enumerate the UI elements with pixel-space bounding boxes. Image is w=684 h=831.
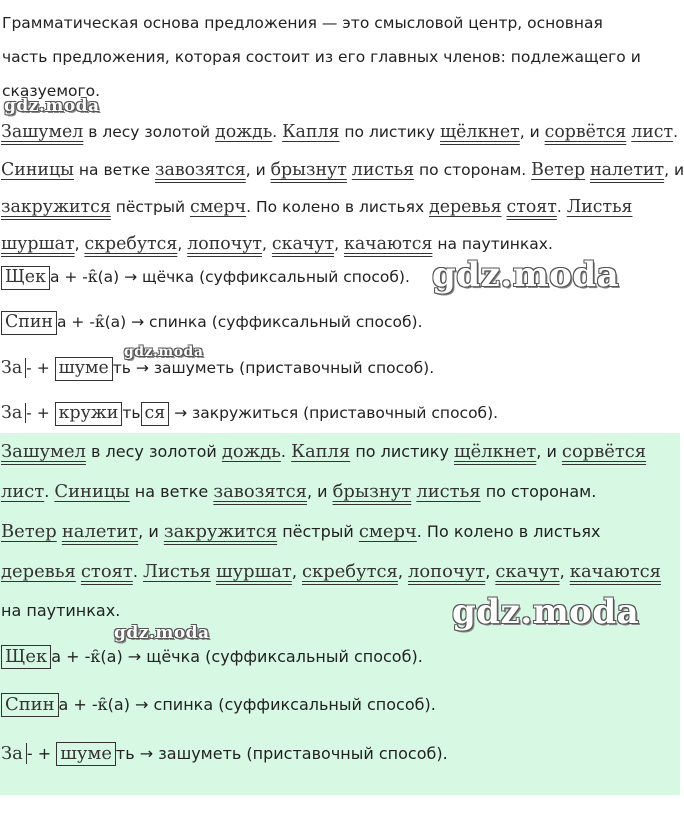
text: , (177, 235, 183, 253)
sentence-line (1, 160, 684, 180)
watermark-logo: gdz.moda (114, 623, 210, 643)
text: . По колено в листьях (416, 522, 601, 541)
subject: смерч (190, 197, 247, 217)
predicate: налетит (590, 160, 665, 180)
predicate: брызнут (270, 160, 347, 180)
watermark-logo: gdz.moda (452, 592, 640, 632)
morph-row-shchechka (1, 266, 410, 290)
predicate: качаются (343, 234, 433, 254)
predicate: брызнут (332, 481, 412, 502)
text: - + (26, 744, 57, 763)
text: . (280, 442, 292, 461)
text: (а) → спинка (суффиксальный способ). (104, 313, 423, 331)
text: (а) → спинка (суффиксальный способ). (107, 695, 436, 714)
predicate: качаются (569, 561, 661, 582)
watermark-logo: gdz.moda (124, 344, 204, 360)
sentence-line (1, 601, 120, 620)
text: , и (664, 161, 684, 179)
text: , и (138, 522, 164, 541)
text: (а) → щёчка (суффиксальный способ). (97, 268, 410, 286)
text: пёстрый (277, 522, 359, 541)
text: по листику (350, 442, 455, 461)
text: . По колено в листьях (246, 198, 430, 216)
text: по сторонам. (480, 482, 597, 501)
predicate: щёлкнет (454, 441, 537, 462)
predicate: закружится (163, 521, 278, 542)
prefix: За (1, 743, 27, 764)
root-box: Щек (1, 645, 51, 669)
root-box: Спин (1, 693, 59, 717)
root-box: кружи (55, 402, 123, 426)
subject: Ветер (531, 160, 586, 180)
predicate: завозятся (155, 160, 246, 180)
suffix-arc: к̑ (97, 695, 108, 714)
predicate: скребутся (84, 234, 178, 254)
subject: листья (351, 160, 415, 180)
morph-row-zakruzhitsya (1, 402, 498, 426)
intro-line: сказуемого. (2, 82, 101, 100)
predicate: Зашумел (1, 122, 84, 142)
intro-paragraph (2, 6, 674, 108)
predicate: шуршат (1, 234, 75, 254)
root-box: шуме (55, 357, 113, 381)
intro-line: часть предложения, которая состоит из его главных членов: подлежащего и (2, 48, 641, 66)
text: , и (245, 161, 271, 179)
text: . (272, 123, 283, 141)
predicate: лопочут (408, 561, 486, 582)
morph-row-spinka (1, 693, 436, 717)
text: на ветке (73, 161, 155, 179)
sentence-line (1, 441, 646, 462)
predicate: налетит (61, 521, 139, 542)
text: , и (519, 123, 545, 141)
subject: деревья (1, 561, 76, 582)
text: , (74, 235, 80, 253)
sentence-line (1, 234, 553, 254)
subject: лист (631, 122, 674, 142)
morph-row-zashumet (1, 357, 434, 381)
subject: дождь (221, 441, 281, 462)
text: ть → зашуметь (приставочный способ). (112, 359, 435, 377)
text: → закружиться (приставочный способ). (169, 404, 499, 422)
suffix-arc: к̑ (90, 647, 101, 666)
morph-row-shchechka (1, 645, 423, 669)
postfix-box: ся (141, 402, 170, 426)
morph-row-spinka (1, 311, 423, 335)
predicate: щёлкнет (440, 122, 520, 142)
text: . (44, 482, 55, 501)
text: . (132, 562, 143, 581)
suffix-arc: к̑ (94, 313, 105, 331)
text: а + - (51, 647, 91, 666)
predicate: лопочут (187, 234, 263, 254)
sentence-line (1, 561, 661, 582)
subject: Ветер (1, 521, 57, 542)
subject: смерч (358, 521, 417, 542)
text: в лесу золотой (85, 442, 222, 461)
predicate: сорвётся (561, 441, 647, 462)
predicate: скачут (271, 234, 335, 254)
text: на паутинках. (1, 601, 121, 620)
predicate: сорвётся (544, 122, 627, 142)
intro-line: Грамматическая основа предложения — это смысловой центр, основная (2, 14, 603, 32)
text: , и (306, 482, 333, 501)
sentence-line (1, 197, 633, 217)
text: пёстрый (110, 198, 191, 216)
text: . (556, 198, 567, 216)
subject: Капля (291, 441, 351, 462)
suffix-arc: к̑ (87, 268, 98, 286)
predicate: скребутся (302, 561, 398, 582)
subject: дождь (215, 122, 273, 142)
text: а + - (58, 695, 98, 714)
text: по сторонам. (414, 161, 532, 179)
text: , (485, 562, 491, 581)
text: , (559, 562, 565, 581)
root-box: Щек (1, 266, 50, 290)
subject: деревья (429, 197, 502, 217)
text: а + - (49, 268, 88, 286)
morph-row-zashumet (1, 742, 448, 766)
text: . (673, 123, 679, 141)
text: на паутинках. (432, 235, 553, 253)
predicate: стоят (80, 561, 133, 582)
text: - + (26, 359, 55, 377)
sentence-line (1, 521, 600, 542)
text: (а) → щёчка (суффиксальный способ). (100, 647, 423, 666)
subject: Листья (566, 197, 633, 217)
text: , (334, 235, 340, 253)
subject: Синицы (54, 481, 130, 502)
text: ть → зашуметь (приставочный способ). (115, 744, 448, 763)
text: , (397, 562, 403, 581)
text: , (291, 562, 297, 581)
subject: Синицы (1, 160, 74, 180)
predicate: Зашумел (1, 441, 86, 462)
sentence-line (1, 481, 596, 502)
subject: Капля (282, 122, 340, 142)
sentence-line (1, 122, 678, 142)
predicate: стоят (506, 197, 557, 217)
predicate: закружится (1, 197, 111, 217)
root-box: шуме (56, 742, 116, 766)
predicate: завозятся (213, 481, 307, 502)
prefix: За (1, 358, 26, 378)
text: а + - (57, 313, 95, 331)
watermark-logo: gdz.moda (4, 96, 100, 116)
text: - + (26, 404, 55, 422)
text: по листику (339, 123, 441, 141)
text: в лесу золотой (83, 123, 216, 141)
text: , (262, 235, 267, 253)
text: ть (122, 404, 141, 422)
subject: лист (1, 481, 45, 502)
subject: листья (416, 481, 481, 502)
predicate: скачут (495, 561, 560, 582)
watermark-logo: gdz.moda (432, 255, 620, 295)
prefix: За (1, 403, 26, 423)
subject: Листья (143, 561, 211, 582)
text: , и (536, 442, 562, 461)
text: на ветке (129, 482, 214, 501)
predicate: шуршат (215, 561, 292, 582)
root-box: Спин (1, 311, 57, 335)
